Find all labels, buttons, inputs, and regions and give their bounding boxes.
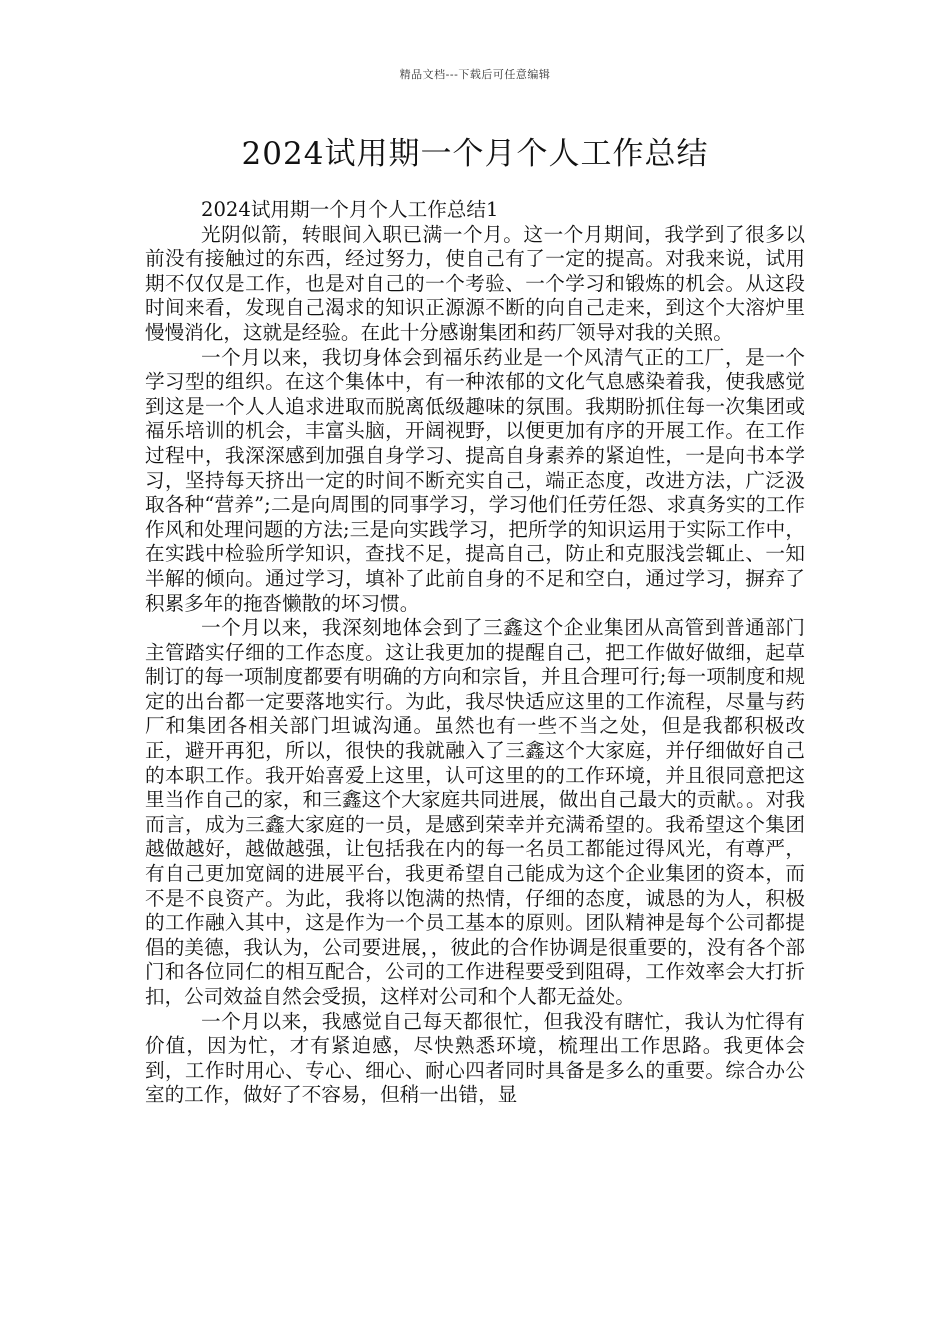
document-title: 2024试用期一个月个人工作总结 <box>241 136 709 172</box>
paragraph-1: 光阴似箭，转眼间入职已满一个月。这一个月期间，我学到了很多以前没有接触过的东西，经过努力，使自己有了一定的提高。对我来说，试用期不仅仅是工作，也是对自己的一个考验、一个学习和锻炼的机会。从这段时间来看，发现自己渴求的知识正源源不断的向自己走来，到这个大溶炉里慢慢消化，这就是经验。在此十分感谢集团和药厂领导对我的关照。 <box>145 222 805 344</box>
section-heading: 2024试用期一个月个人工作总结1 <box>201 198 499 221</box>
document-body <box>145 198 805 1108</box>
header-note: 精品文档---下载后可任意编辑 <box>399 68 551 81</box>
paragraph-2: 一个月以来，我切身体会到福乐药业是一个风清气正的工厂，是一个学习型的组织。在这个集体中，有一种浓郁的文化气息感染着我，使我感觉到这是一个人人追求进取而脱离低级趣味的氛围。我期盼抓住每一次集团或福乐培训的机会，丰富头脑，开阔视野，以便更加有序的开展工作。在工作过程中，我深深感到加强自身学习、提高自身素养的紧迫性，一是向书本学习，坚持每天挤出一定的时间不断充实自己，端正态度，改进方法，广泛汲取各种“营养”;二是向周围的同事学习，学习他们任劳任怨、求真务实的工作作风和处理问题的方法;三是向实践学习，把所学的知识运用于实际工作中，在实践中检验所学知识，查找不足，提高自己，防止和克服浅尝辄止、一知半解的倾向。通过学习，填补了此前自身的不足和空白，通过学习，摒弃了积累多年的拖沓懒散的坏习惯。 <box>145 345 805 615</box>
paragraph-4: 一个月以来，我感觉自己每天都很忙，但我没有瞎忙，我认为忙得有价值，因为忙，才有紧迫感，尽快熟悉环境，梳理出工作思路。我更体会到，工作时用心、专心、细心、耐心四者同时具备是多么的重要。综合办公室的工作，做好了不容易，但稍一出错，显 <box>145 1009 805 1107</box>
paragraph-3: 一个月以来，我深刻地体会到了三鑫这个企业集团从高管到普通部门主管踏实仔细的工作态度。这让我更加的提醒自己，把工作做好做细，起草制订的每一项制度都要有明确的方向和宗旨，并且合理可行;每一项制度和规定的出台都一定要落地实行。为此，我尽快适应这里的工作流程，尽量与药厂和集团各相关部门坦诚沟通。虽然也有一些不当之处，但是我都积极改正，避开再犯，所以，很快的我就融入了三鑫这个大家庭，并仔细做好自己的本职工作。我开始喜爱上这里，认可这里的的工作环境，并且很同意把这里当作自己的家，和三鑫这个大家庭共同进展，做出自己最大的贡献。。对我而言，成为三鑫大家庭的一员，是感到荣幸并充满希望的。我希望这个集团越做越好，越做越强，让包括我在内的每一名员工都能过得风光，有尊严，有自己更加宽阔的进展平台，我更希望自己能成为这个企业集团的资本，而不是不良资产。为此，我将以饱满的热情，仔细的态度，诚恳的为人，积极的工作融入其中，这是作为一个员工基本的原则。团队精神是每个公司都提倡的美德，我认为，公司要进展，，彼此的合作协调是很重要的，没有各个部门和各位同仁的相互配合，公司的工作进程要受到阻碍，工作效率会大打折扣，公司效益自然会受损，这样对公司和个人都无益处。 <box>145 616 805 1008</box>
